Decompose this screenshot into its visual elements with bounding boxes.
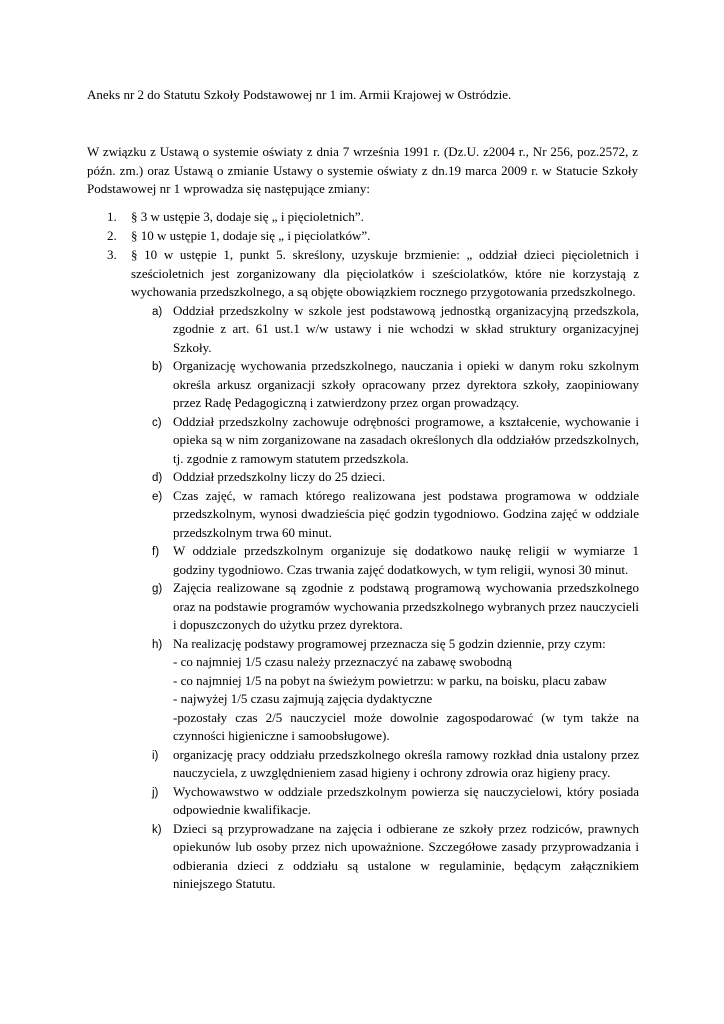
sub-item-e: [152, 487, 639, 543]
sub-item-i: [152, 746, 639, 783]
sub-item-line: - co najmniej 1/5 czasu należy przeznaczyć na zabawę swobodną: [173, 654, 512, 669]
sub-item-b: [152, 357, 639, 413]
sub-item-letter: a): [152, 305, 163, 318]
sub-item-letter: d): [152, 472, 163, 484]
change-text: § 10 w ustępie 1, punkt 5. skreślony, uzyskuje brzmienie: „ oddział dzieci pięcioletnich i sześcioletnich jest zorganizowany dla pięciolatków i sześciolatków, które nie korzystają z wychowania przedszkolnego, a są objęte obowiązkiem rocznego przygotowania przedszkolnego.: [131, 247, 639, 299]
sub-item-text: Oddział przedszkolny w szkole jest podstawową jednostką organizacyjną przedszkola, zgodnie z art. 61 ust.1 w/w ustawy i nie wchodzi w skład struktury organizacyjnej Szkoły.: [173, 302, 639, 355]
sub-item-k: [152, 820, 639, 894]
sub-item-h: [152, 635, 639, 746]
change-text: § 10 w ustępie 1, dodaje się „ i pięciolatków”.: [131, 228, 371, 243]
sub-item-line: - co najmniej 1/5 na pobyt na świeżym powietrzu: w parku, na boisku, placu zabaw: [173, 672, 607, 688]
sub-item-f: [152, 542, 639, 579]
sub-item-text: Zajęcia realizowane są zgodnie z podstawą programową wychowania przedszkolnego oraz na podstawie programów wychowania przedszkolnego wybranych przez nauczycieli i dopuszczonych do użytku przez dyrektora.: [173, 580, 639, 632]
sub-item-text: Wychowawstwo w oddziale przedszkolnym powierza się nauczycielowi, który posiada odpowiednie kwalifikacje.: [173, 783, 639, 817]
change-number: 3.: [107, 247, 117, 262]
sub-item-letter: i): [152, 749, 159, 762]
sub-item-line: -pozostały czas 2/5 nauczyciel może dowolnie zagospodarować (w tym także na czynności higieniczne i samoobsługowe).: [173, 709, 639, 743]
change-item: [0, 208, 639, 227]
sub-item-g: [152, 579, 639, 635]
change-text: § 3 w ustępie 3, dodaje się „ i pięcioletnich”.: [131, 209, 364, 224]
sub-item-text: Czas zajęć, w ramach którego realizowana jest podstawa programowa w oddziale przedszkolnym, wynosi dwadzieścia pięć godzin tygodniowo. Godzina zajęć w oddziale przedszkolnym trwa 60 minut.: [173, 487, 639, 540]
change-number: 2.: [107, 228, 117, 243]
sub-item-j: [152, 783, 639, 820]
sub-item-a: [152, 302, 639, 358]
document-title: Aneks nr 2 do Statutu Szkoły Podstawowej nr 1 im. Armii Krajowej w Ostródzie.: [87, 87, 512, 102]
sub-item-text: Dzieci są przyprowadzane na zajęcia i odbierane ze szkoły przez rodziców, prawnych opiekunów lub osoby przez nich upoważnione. Szczegółowe zasady przyprowadzania i odbierania dzieci z oddziału są ustalone w regulaminie, będącym załącznikiem niniejszego Statutu.: [173, 820, 639, 891]
sub-item-d: [152, 468, 639, 487]
sub-item-letter: e): [152, 490, 163, 503]
sub-item-text: W oddziale przedszkolnym organizuje się dodatkowo naukę religii w wymiarze 1 godziny tygodniowo. Czas trwania zajęć dodatkowych, w tym religii, wynosi 30 minut.: [173, 543, 639, 577]
sub-item-letter: k): [152, 823, 162, 836]
sub-item-text: Oddział przedszkolny zachowuje odrębności programowe, a kształcenie, wychowanie i opieka są w nim zorganizowane na zasadach określonych dla oddziałów przedszkolnych, tj. zgodnie z ramowym statutem przedszkola.: [173, 413, 639, 466]
change-item: [0, 246, 639, 894]
sub-item-text: Oddział przedszkolny liczy do 25 dzieci.: [173, 469, 386, 484]
sub-item-line: - najwyżej 1/5 czasu zajmują zajęcia dydaktyczne: [173, 691, 433, 706]
sub-item-letter: j): [152, 786, 159, 799]
sub-item-letter: f): [152, 546, 160, 558]
change-number: 1.: [107, 209, 117, 224]
sub-item-letter: c): [152, 416, 162, 429]
changes-list: [0, 208, 639, 894]
sub-item-text: organizację pracy oddziału przedszkolnego określa ramowy rozkład dnia ustalony przez nauczyciela, z uwzględnieniem zasad higieny i ochrony zdrowia oraz higieny pracy.: [173, 746, 639, 780]
intro-paragraph: W związku z Ustawą o systemie oświaty z dnia 7 września 1991 r. (Dz.U. z2004 r., Nr 256, poz.2572, z późn. zm.) oraz Ustawą o zmianie Ustawy o systemie oświaty z dn.19 marca 2009 r. w Statucie Szkoły Podstawowej nr 1 wprowadza się następujące zmiany:: [87, 144, 638, 196]
sub-list: [131, 302, 639, 894]
sub-item-c: [152, 413, 639, 469]
sub-item-letter: g): [152, 583, 163, 595]
change-item: [0, 227, 639, 246]
sub-item-text: Organizację wychowania przedszkolnego, nauczania i opieki w danym roku szkolnym określa arkusz organizacji szkoły opracowany przez dyrektora szkoły, zaopiniowany przez Radę Pedagogiczną i zatwierdzony przez organ prowadzący.: [173, 358, 639, 410]
sub-item-letter: b): [152, 361, 163, 373]
sub-item-letter: h): [152, 638, 163, 651]
sub-item-text: Na realizację podstawy programowej przeznacza się 5 godzin dziennie, przy czym:: [173, 635, 606, 651]
